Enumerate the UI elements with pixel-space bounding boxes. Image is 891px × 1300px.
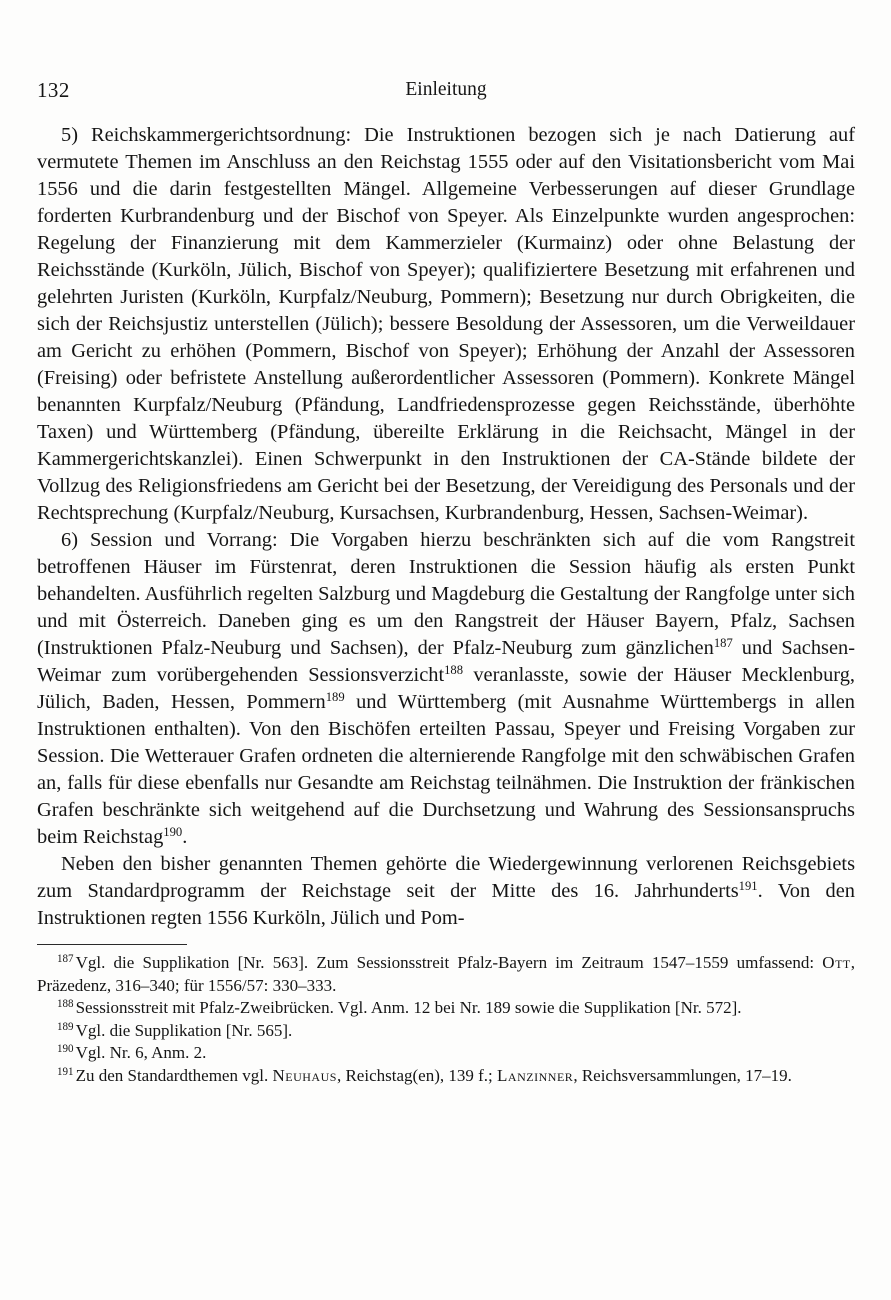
page-number: 132	[37, 78, 70, 102]
text-run: Vgl. die Supplikation [Nr. 563]. Zum Sessionsstreit Pfalz-Bayern im Zeitraum 1547–1559 umfassend:	[75, 953, 823, 972]
text-run: . Von den Instruktionen regten 1556 Kurköln, Jülich und Pom-	[37, 880, 855, 929]
paragraph	[37, 527, 855, 851]
paragraph	[37, 851, 855, 932]
text-run: , Präzedenz, 316–340; für 1556/57: 330–333.	[37, 953, 855, 995]
footnote-number: 187	[57, 953, 74, 966]
author-name: Ott	[822, 953, 851, 972]
page-header	[37, 78, 855, 106]
footnote	[37, 1065, 855, 1088]
running-head: Einleitung	[405, 79, 487, 100]
footnote	[37, 952, 855, 997]
footnote-list	[37, 952, 855, 1087]
text-run: , Reichsversammlungen, 17–19.	[573, 1065, 792, 1085]
text-run: Neben den bisher genannten Themen gehörte die Wiedergewinnung verlorenen Reichsgebiets zum Standardprogramm der Reichstage seit der Mitte des 16. Jahrhunderts	[37, 853, 855, 902]
text-run: veranlasste, sowie der Häuser Mecklenburg, Jülich, Baden, Hessen, Pommern	[37, 664, 855, 713]
text-run: und Württemberg (mit Ausnahme Württembergs in allen Instruktionen enthalten). Von den Bischöfen erteilten Passau, Speyer und Freising Vorgaben zur Session. Die Wetterauer Grafen ordneten die alternierende Rangfolge mit den schwäbischen Grafen an, falls für diese ebenfalls nur Gesandte am Reichstag teilnähmen. Die Instruktion der fränkischen Grafen beschränkte sich weitgehend auf die Durchsetzung und Wahrung des Sessionsanspruchs beim Reichstag	[37, 691, 855, 848]
text-run: Zu den Standardthemen vgl.	[75, 1065, 273, 1085]
footnote-number: 190	[57, 1043, 74, 1056]
footnote-ref: 189	[325, 690, 345, 705]
main-text	[37, 122, 855, 932]
footnote-ref: 190	[163, 825, 183, 840]
text-run: und Sachsen-Weimar zum vorübergehenden Sessionsverzicht	[37, 637, 855, 686]
text-run: 5) Reichskammergerichtsordnung: Die Instruktionen bezogen sich je nach Datierung auf vermutete Themen im Anschluss an den Reichstag 1555 oder auf den Visitationsbericht vom Mai 1556 und die darin festgestellten Mängel. Allgemeine Verbesserungen auf dieser Grundlage forderten Kurbrandenburg und der Bischof von Speyer. Als Einzelpunkte wurden angesprochen: Regelung der Finanzierung mit dem Kammerzieler (Kurmainz) oder ohne Belastung der Reichsstände (Kurköln, Jülich, Bischof von Speyer); qualifiziertere Besetzung mit erfahrenen und gelehrten Juristen (Kurköln, Kurpfalz/Neuburg, Pommern); Besetzung nur durch Obrigkeiten, die sich der Reichsjustiz unterstellen (Jülich); bessere Besoldung der Assessoren, um die Verweildauer am Gericht zu erhöhen (Pommern, Bischof von Speyer); Erhöhung der Anzahl der Assessoren (Freising) oder befristete Anstellung außerordentlicher Assessoren (Pommern). Konkrete Mängel benannten Kurpfalz/Neuburg (Pfändung, Landfriedensprozesse gegen Reichsstände, überhöhte Taxen) und Württemberg (Pfändung, übereilte Erklärung in die Reichsacht, Mängel in der Kammergerichtskanzlei). Einen Schwerpunkt in den Instruktionen der CA-Stände bildete der Vollzug des Religionsfriedens am Gericht bei der Besetzung, der Vereidigung des Personals und der Rechtsprechung (Kurpfalz/Neuburg, Kursachsen, Kurbrandenburg, Hessen, Sachsen-Weimar).	[37, 124, 855, 524]
paragraph	[37, 122, 855, 527]
footnote	[37, 1020, 855, 1043]
footnote	[37, 1042, 855, 1065]
footnote	[37, 997, 855, 1020]
author-name: Lanzinner	[497, 1065, 574, 1085]
text-run: .	[182, 826, 188, 848]
text-run: Sessionsstreit mit Pfalz-Zweibrücken. Vgl. Anm. 12 bei Nr. 189 sowie die Supplikation [Nr. 572].	[75, 998, 742, 1017]
footnote-ref: 188	[444, 663, 464, 678]
text-run: 6) Session und Vorrang: Die Vorgaben hierzu beschränkten sich auf die vom Rangstreit betroffenen Häuser im Fürstenrat, deren Instruktionen die Session häufig als ersten Punkt behandelten. Ausführlich regelten Salzburg und Magdeburg die Gestaltung der Rangfolge unter sich und mit Österreich. Daneben ging es um den Rangstreit der Häuser Bayern, Pfalz, Sachsen (Instruktionen Pfalz-Neuburg und Sachsen), der Pfalz-Neuburg zum gänzlichen	[37, 529, 855, 659]
text-run: Vgl. die Supplikation [Nr. 565].	[75, 1020, 293, 1040]
text-run: Vgl. Nr. 6, Anm. 2.	[75, 1043, 207, 1062]
text-run: , Reichstag(en), 139 f.;	[336, 1065, 498, 1085]
footnote-ref: 191	[738, 879, 758, 894]
author-name: Neuhaus	[272, 1065, 337, 1085]
footnote-separator	[37, 944, 187, 945]
footnote-number: 188	[57, 998, 74, 1011]
footnote-ref: 187	[713, 636, 733, 651]
footnote-number: 191	[57, 1065, 74, 1078]
footnote-number: 189	[57, 1020, 74, 1033]
footnotes-section	[37, 944, 855, 1087]
